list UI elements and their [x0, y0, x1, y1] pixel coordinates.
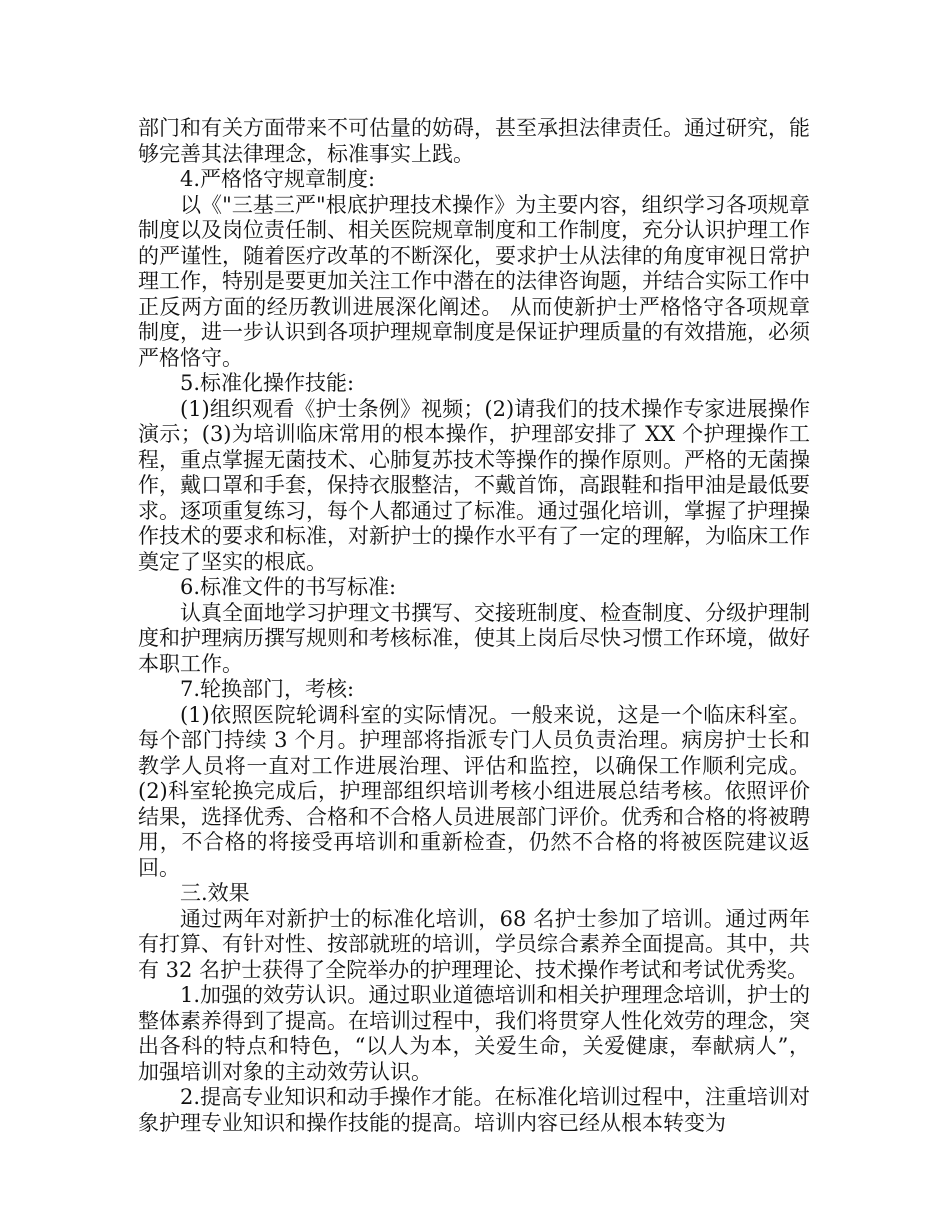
- heading-rotation: 7.轮换部门，考核:: [180, 677, 355, 701]
- paragraph-document-writing: 认真全面地学习护理文书撰写、交接班制度、检查制度、分级护理制度和护理病历撰写规则和考核标准，使其上岗后尽快习惯工作环境，做好本职工作。: [138, 600, 810, 676]
- heading-operation-skills: 5.标准化操作技能:: [180, 371, 355, 395]
- paragraph-legal-continuation: 部门和有关方面带来不可估量的妨碍，甚至承担法律责任。通过研究，能够完善其法律理念，标准事实上践。: [138, 116, 810, 166]
- heading-document-writing: 6.标准文件的书写标准:: [180, 575, 397, 599]
- paragraph-service-awareness: 1.加强的效劳认识。通过职业道德培训和相关护理理念培训，护士的整体素养得到了提高。在培训过程中，我们将贯穿人性化效劳的理念，突出各科的特点和特色，“以人为本，关爱生命，关爱健康，奉献病人”，加强培训对象的主动效劳认识。: [138, 983, 810, 1084]
- paragraph-rotation: (1)依照医院轮调科室的实际情况。一般来说，这是一个临床科室。每个部门持续 3 个月。护理部将指派专门人员负责治理。病房护士长和教学人员将一直对工作进展治理、评估和监控，以确保工作顺利完成。(2)科室轮换完成后，护理部组织培训考核小组进展总结考核。依照评价结果，选择优秀、合格和不合格人员进展部门评价。优秀和合格的将被聘用，不合格的将接受再培训和重新检查，仍然不合格的将被医院建议返回。: [138, 702, 810, 880]
- paragraph-professional-skills: 2.提高专业知识和动手操作才能。在标准化培训过程中，注重培训对象护理专业知识和操作技能的提高。培训内容已经从根本转变为: [138, 1085, 810, 1135]
- paragraph-operation-skills: (1)组织观看《护士条例》视频；(2)请我们的技术操作专家进展操作演示；(3)为培训临床常用的根本操作，护理部安排了 XX 个护理操作工程，重点掌握无菌技术、心肺复苏技术等操作的操作原则。严格的无菌操作，戴口罩和手套，保持衣服整洁，不戴首饰，高跟鞋和指甲油是最低要求。逐项重复练习，每个人都通过了标准。通过强化培训，掌握了护理操作技术的要求和标准，对新护士的操作水平有了一定的理解，为临床工作奠定了坚实的根底。: [138, 396, 810, 574]
- heading-regulations: 4.严格恪守规章制度:: [180, 167, 376, 191]
- heading-results: 三.效果: [180, 881, 250, 905]
- document-page: [138, 116, 810, 1136]
- paragraph-results: 通过两年对新护士的标准化培训，68 名护士参加了培训。通过两年有打算、有针对性、按部就班的培训，学员综合素养全面提高。其中，共有 32 名护士获得了全院举办的护理理论、技术操作考试和考试优秀奖。: [138, 906, 810, 982]
- paragraph-regulations: 以《"三基三严"根底护理技术操作》为主要内容，组织学习各项规章制度以及岗位责任制、相关医院规章制度和工作制度，充分认识护理工作的严谨性，随着医疗改革的不断深化，要求护士从法律的角度审视日常护理工作，特别是要更加关注工作中潜在的法律咨询题，并结合实际工作中正反两方面的经历教训进展深化阐述。 从而使新护士严格恪守各项规章制度，进一步认识到各项护理规章制度是保证护理质量的有效措施，必须严格恪守。: [138, 192, 810, 370]
